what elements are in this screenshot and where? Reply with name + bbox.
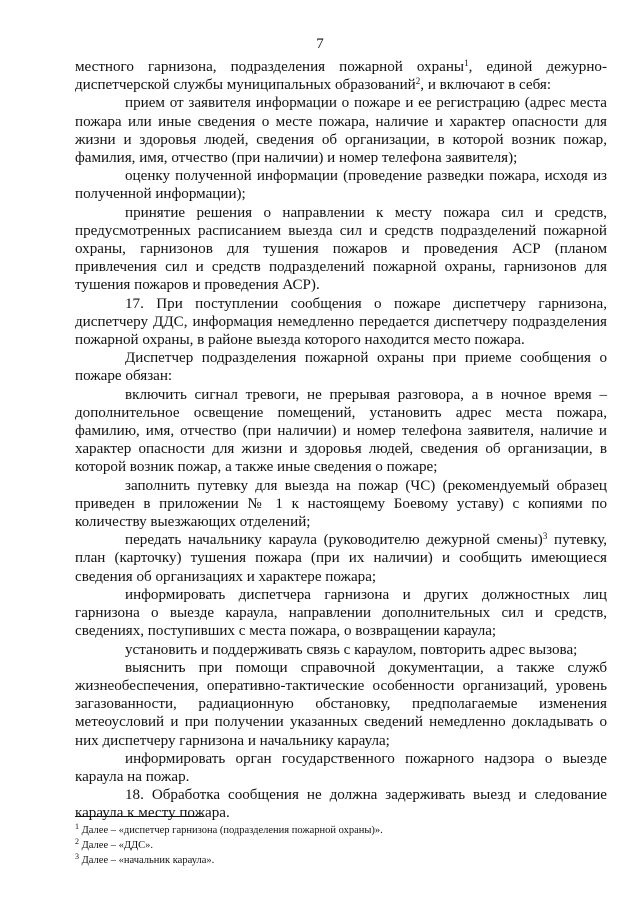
footnote-text: Далее – «начальник караула».: [79, 855, 215, 866]
paragraph-alarm: включить сигнал тревоги, не прерывая разговора, а в ночное время – дополнительное освещение помещений, установить адрес места пожара, фамилию, имя, отчество (при наличии) и номер телефона заявителя, наличие и характер опасности для жизни и здоровья людей, сведения об организации, в которой возник пожар, а также иные сведения о пожаре;: [75, 386, 607, 476]
footnote-text: Далее – «диспетчер гарнизона (подразделения пожарной охраны)».: [79, 825, 383, 836]
body-text: [75, 58, 607, 823]
paragraph-receive-info: прием от заявителя информации о пожаре и ее регистрацию (адрес места пожара или иные сведения о месте пожара, наличие и характер опасности для жизни и здоровья людей, сведения об организации, в которой возник пожар, фамилия, имя, отчество (при наличии) и номер телефона заявителя);: [75, 95, 607, 167]
paragraph-item-18: 18. Обработка сообщения не должна задерживать выезд и следование караула к месту пожара.: [75, 787, 607, 822]
paragraph-item-17: 17. При поступлении сообщения о пожаре диспетчеру гарнизона, диспетчеру ДДС, информация немедленно передается диспетчеру подразделения пожарной охраны, в районе выезда которого находится место пожара.: [75, 295, 607, 349]
paragraph-inform-supervision: информировать орган государственного пожарного надзора о выезде караула на пожар.: [75, 750, 607, 785]
paragraph-dispatcher-duties: Диспетчер подразделения пожарной охраны при приеме сообщения о пожаре обязан:: [75, 350, 607, 385]
paragraph-text: , единой дежурно-диспетчерской службы муниципальных образований: [75, 59, 607, 94]
paragraph-text: , и включают в себя:: [420, 77, 552, 94]
paragraph-trip-ticket: заполнить путевку для выезда на пожар (ЧС) (рекомендуемый образец приведен в приложении № 1 к настоящему Боевому уставу) с копиями по количеству выезжающих отделений;: [75, 477, 607, 531]
footnote-ref-3: 3: [542, 531, 548, 542]
paragraph-clarify: выяснить при помощи справочной документации, а также служб жизнеобеспечения, оперативно-тактические особенности организаций, уровень загазованности, радиационную обстановку, предполагаемые изменения метеоусловий и при получении указанных сведений немедленно докладывать о них диспетчеру гарнизона и начальнику караула;: [75, 659, 607, 749]
paragraph-keep-contact: установить и поддерживать связь с караулом, повторить адрес вызова;: [125, 641, 578, 658]
page-number: 7: [316, 36, 324, 52]
footnote-marker: 1: [75, 822, 79, 831]
footnote-text: Далее – «ДДС».: [79, 840, 154, 851]
paragraph-decision: принятие решения о направлении к месту пожара сил и средств, предусмотренных расписанием выезда сил и средств подразделений пожарной охраны, гарнизонов для тушения пожаров и проведения АСР (планом привлечения сил и средств подразделений пожарной охраны, гарнизонов для тушения пожаров и проведения АСР).: [75, 204, 607, 294]
footnote-marker: 3: [75, 852, 79, 861]
paragraph-inform-garrison: информировать диспетчера гарнизона и других должностных лиц гарнизона о выезде караула, направлении дополнительных сил и средств, сведениях, поступивших с места пожара, о возвращении караула;: [75, 586, 607, 640]
paragraph-continuation: [75, 58, 607, 94]
paragraph-assess-info: оценку полученной информации (проведение разведки пожара, исходя из полученной информации);: [75, 168, 607, 203]
paragraph-hand-over: [75, 531, 607, 586]
footnote-ref-2: 2: [415, 76, 421, 87]
paragraph-text: передать начальнику караула (руководителю дежурной смены): [125, 532, 543, 549]
paragraph-text: местного гарнизона, подразделения пожарной охраны: [75, 59, 465, 75]
footnote-ref-1: 1: [464, 58, 469, 68]
footnote-3: [75, 853, 607, 868]
footnote-1: [75, 823, 607, 838]
footnote-2: [75, 838, 607, 853]
paragraph-text: путевку, план (карточку) тушения пожара (при их наличии) и сообщить имеющиеся сведения об организациях и характере пожара;: [75, 532, 607, 585]
footnotes: [75, 823, 607, 868]
footnote-marker: 2: [75, 837, 79, 846]
footnote-divider: [75, 816, 203, 817]
